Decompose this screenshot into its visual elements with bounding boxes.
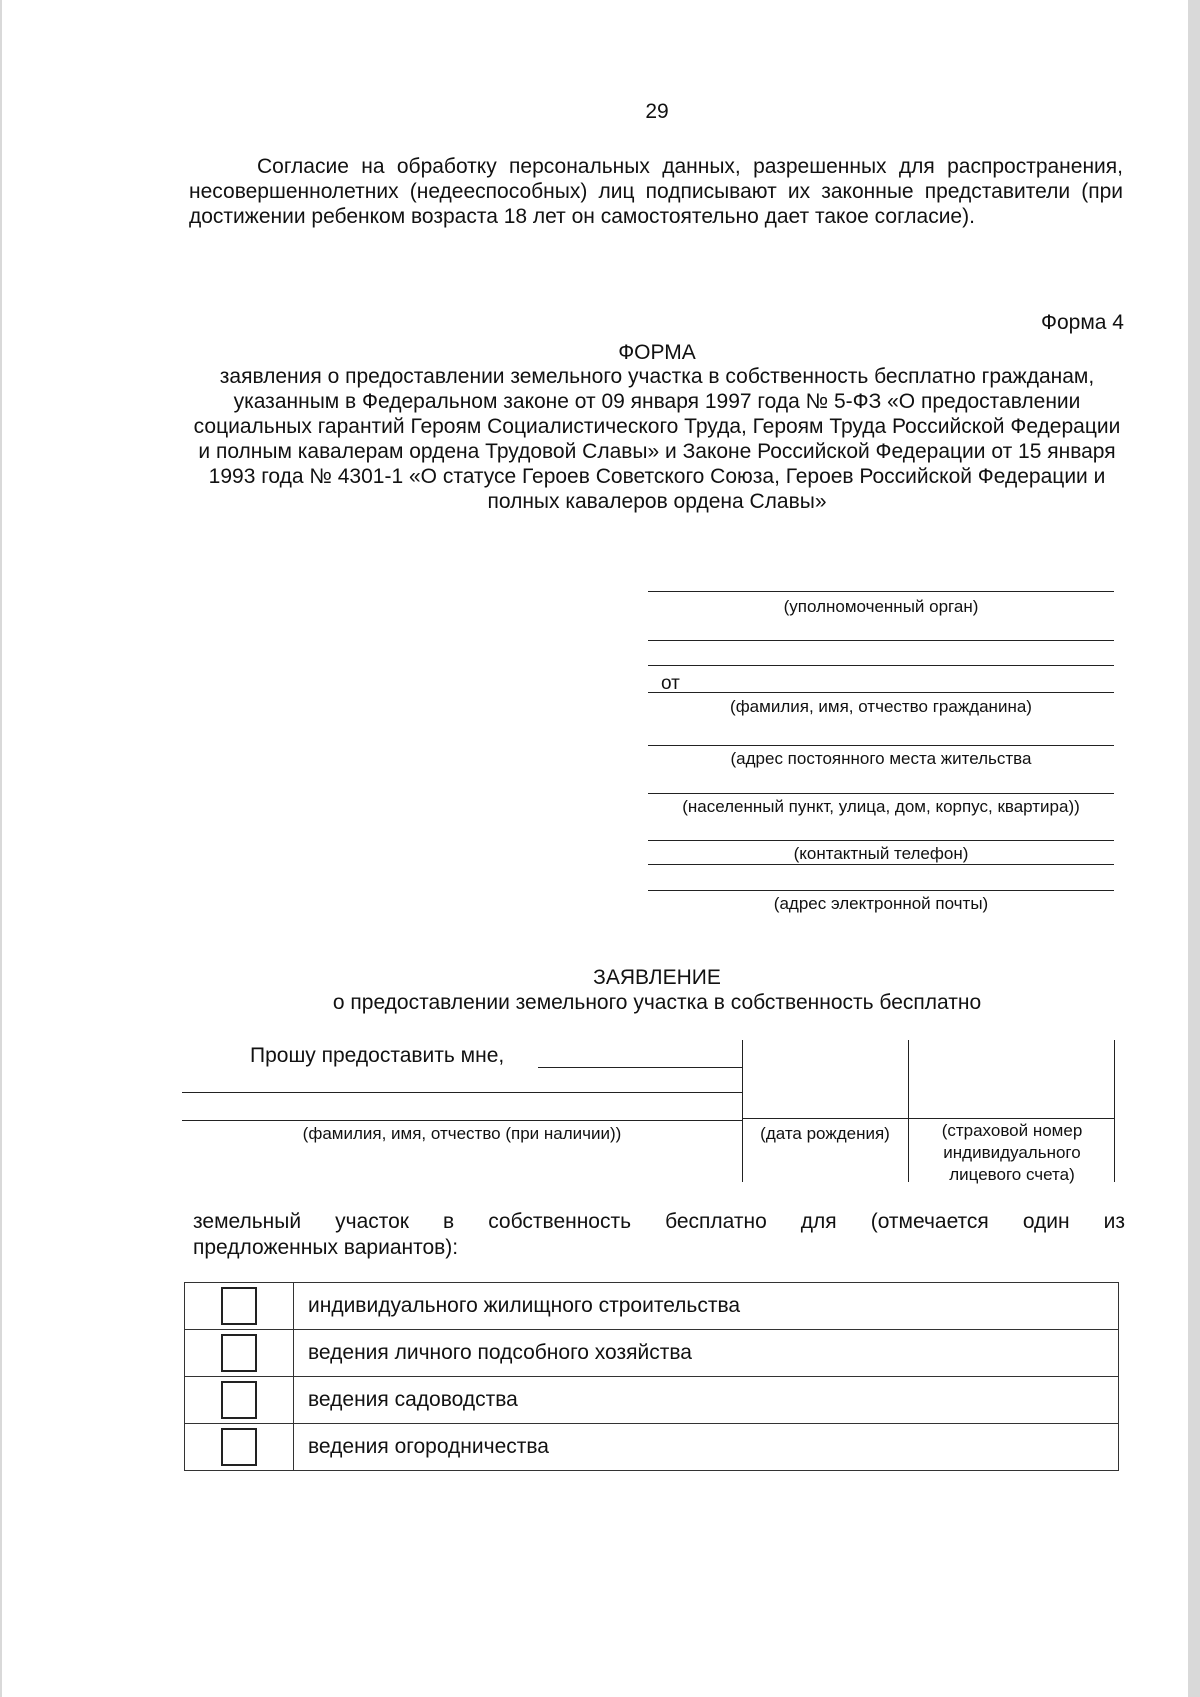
from-label: от [661,673,680,694]
full-name-line[interactable] [648,692,1114,693]
consent-paragraph: Согласие на обработку персональных данных, разрешенных для распространения, несовершеннолетних (недееспособных) лиц подписывают их законные представители (при достижении ребенком возраста 18 лет он самостоятельно дает такое согласие). [189,155,1123,228]
full-name-caption: (фамилия, имя, отчество гражданина) [730,697,1032,716]
birth-snils-line[interactable] [742,1118,1114,1119]
name-line-2[interactable] [182,1092,742,1093]
phone-underline [648,864,1114,865]
application-subtitle: о предоставлении земельного участка в собственность бесплатно [332,991,982,1014]
document-page [2,0,1188,1697]
snils-caption: (страховой номер индивидуального лицевого счета) [941,1121,1083,1184]
name-caption: (фамилия, имя, отчество (при наличии)) [302,1124,622,1143]
address-line[interactable] [648,745,1114,746]
land-purpose-text-cont: предложенных вариантов): [193,1236,459,1259]
blank-line-2[interactable] [648,665,1114,666]
birth-date-caption: (дата рождения) [760,1124,890,1143]
birth-column-left-border [742,1040,743,1182]
land-purpose-options [184,1282,1119,1471]
option-checkbox[interactable] [221,1334,257,1372]
birth-column-right-border [908,1040,909,1182]
name-line-3[interactable] [182,1120,742,1121]
option-row [185,1330,1119,1377]
option-label: индивидуального жилищного строительства [294,1283,1119,1330]
phone-line[interactable] [648,840,1114,841]
authority-line[interactable] [648,591,1114,592]
email-caption: (адрес электронной почты) [773,894,989,913]
request-text: Прошу предоставить мне, [250,1044,505,1067]
blank-line-1[interactable] [648,640,1114,641]
option-checkbox[interactable] [221,1287,257,1325]
option-row [185,1424,1119,1471]
phone-caption: (контактный телефон) [793,844,969,863]
option-row [185,1377,1119,1424]
option-label: ведения личного подсобного хозяйства [294,1330,1119,1377]
option-row [185,1283,1119,1330]
option-label: ведения огородничества [294,1424,1119,1471]
land-purpose-text: земельный участок в собственность бесплатно для (отмечается один из [193,1210,1125,1233]
email-line[interactable] [648,890,1114,891]
page-number: 29 [645,100,669,123]
form-number: Форма 4 [1041,311,1124,334]
option-checkbox[interactable] [221,1428,257,1466]
address-detail-line[interactable] [648,793,1114,794]
form-subtitle: заявления о предоставлении земельного участка в собственность бесплатно гражданам, указанным в Федеральном законе от 09 января 1997 года № 5-ФЗ «О предоставлении социальных гарантий Героям Социалистического Труда, Героям Труда Российской Федерации и полным кавалерам ордена Трудовой Славы» и Законе Российской Федерации от 15 января 1993 года № 4301-1 «О статусе Героев Советского Союза, Героев Российской Федерации и полных кавалеров ордена Славы» [193,365,1121,513]
snils-column-right-border [1114,1040,1115,1182]
address-caption: (адрес постоянного места жительства [730,749,1032,768]
application-title: ЗАЯВЛЕНИЕ [593,966,721,989]
form-title: ФОРМА [618,341,696,364]
address-detail-caption: (населенный пункт, улица, дом, корпус, квартира)) [682,797,1080,816]
option-checkbox[interactable] [221,1381,257,1419]
request-name-line[interactable] [538,1067,742,1068]
option-label: ведения садоводства [294,1377,1119,1424]
authority-caption: (уполномоченный орган) [783,597,979,616]
